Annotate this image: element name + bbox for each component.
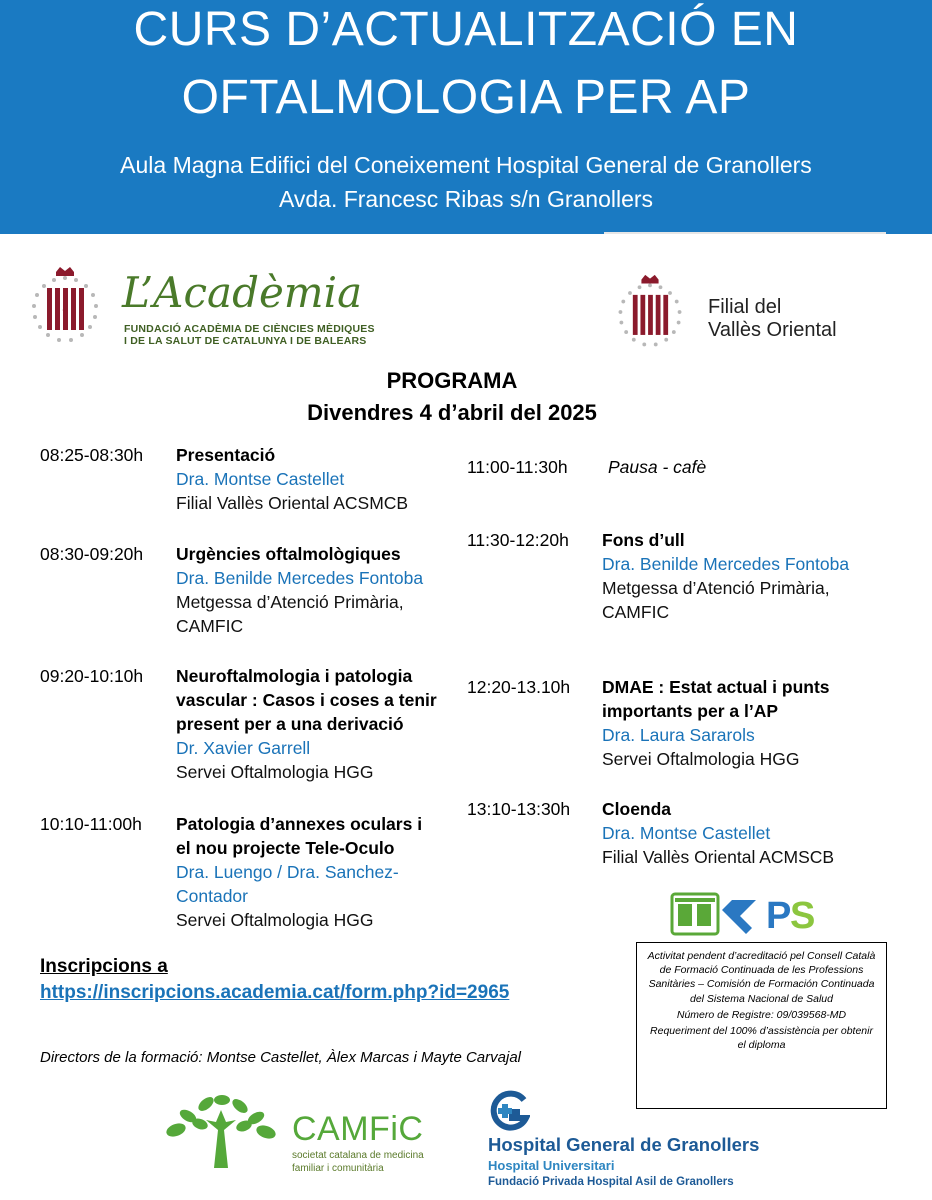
session-speaker: Dra. Benilde Mercedes Fontoba [602,554,850,574]
session-affiliation: Metgessa d’Atenció Primària, [176,592,404,612]
session-topic: present per a una derivació [176,714,404,734]
venue-line2: Avda. Francesc Ribas s/n Granollers [278,186,654,212]
session-topic: DMAE : Estat actual i punts [602,677,830,697]
session-time: 09:20-10:10h [40,666,144,686]
session-right-2 [467,528,907,624]
session-topic: Pausa - cafè [608,457,707,477]
session-left-2 [40,542,480,638]
session-topic: Cloenda [602,799,672,819]
session-topic: Fons d’ull [602,530,685,550]
venue-line1: Aula Magna Edifici del Coneixement Hospital General de Granollers [120,152,812,178]
session-topic: vascular : Casos i coses a tenir [176,690,437,710]
programa-date: Divendres 4 d’abril del 2025 [307,400,597,425]
session-left-3 [40,664,490,784]
filial-logo-line1: Filial del [708,296,782,318]
accreditation-registre: Número de Registre: 09/039568-MD [676,1008,847,1021]
session-speaker: Dra. Benilde Mercedes Fontoba [176,568,424,588]
programa-title: PROGRAMA [386,368,518,393]
course-title-line2: OFTALMOLOGIA PER AP [181,71,751,124]
session-topic: Urgències oftalmològiques [176,544,401,564]
session-affiliation: Filial Vallès Oriental ACMSCB [602,847,835,867]
session-speaker: Contador [176,886,248,906]
session-affiliation: Servei Oftalmologia HGG [602,749,800,769]
session-right-3 [467,675,907,771]
session-affiliation: Servei Oftalmologia HGG [176,762,374,782]
session-topic: Patologia d’annexes oculars i [176,814,423,834]
divider [604,232,886,234]
session-time: 11:30-12:20h [467,530,569,550]
session-time: 13:10-13:30h [467,799,571,819]
filial-logo-line2: Vallès Oriental [708,319,837,341]
session-topic: el nou projecte Tele-Oculo [176,838,395,858]
accreditation-box [636,942,887,1109]
camfic-logo-sub1: societat catalana de medicina [292,1150,424,1161]
header-banner [0,0,932,234]
session-affiliation: CAMFIC [176,616,244,636]
accreditation-requeriment: Requeriment del 100% d’assistència per obtenir el diploma [650,1025,873,1052]
session-time: 12:20-13.10h [467,677,571,697]
session-right-1 [467,455,907,479]
session-time: 08:30-09:20h [40,544,144,564]
session-speaker: Dra. Montse Castellet [176,469,345,489]
inscripcions-heading: Inscripcions a [40,956,168,977]
filial-seal-icon [600,272,700,354]
session-speaker: Dra. Laura Sararols [602,725,755,745]
camfic-logo-sub2: familiar i comunitària [292,1163,384,1174]
camfic-logo-name: CAMFiC [292,1110,424,1148]
ccfcps-logo-icon [670,890,820,938]
session-affiliation: Metgessa d’Atenció Primària, [602,578,830,598]
course-title-line1: CURS D’ACTUALITZACIÓ EN [133,3,799,56]
academia-logo-sub2: I DE LA SALUT DE CATALUNYA I DE BALEARS [124,335,367,347]
session-affiliation: CAMFIC [602,602,670,622]
session-affiliation: Servei Oftalmologia HGG [176,910,374,930]
session-left-4 [40,812,490,932]
session-time: 11:00-11:30h [467,457,568,477]
academia-logo-sub1: FUNDACIÓ ACADÈMIA DE CIÈNCIES MÈDIQUES [124,323,375,335]
accreditation-text: Activitat pendent d’acreditació pel Consell Català de Formació Continuada de les Professions Sanitàries – Comisión de Formación Continuada del Sistema Nacional de Salud [647,950,876,1005]
directors-text: Directors de la formació: Montse Castellet, Àlex Marcas i Mayte Carvajal [40,1049,521,1066]
hgg-logo-name: Hospital General de Granollers [488,1134,760,1155]
session-time: 08:25-08:30h [40,445,144,465]
session-speaker: Dra. Luengo / Dra. Sanchez- [176,862,399,882]
academia-seal-icon [22,264,108,350]
session-speaker: Dr. Xavier Garrell [176,738,311,758]
session-left-1 [40,443,470,515]
session-affiliation: Filial Vallès Oriental ACSMCB [176,493,409,513]
session-time: 10:10-11:00h [40,814,142,834]
session-topic: Presentació [176,445,276,465]
svg-text:P: P [766,895,792,937]
hgg-logo-univ: Hospital Universitari [488,1158,615,1173]
camfic-tree-icon [156,1090,286,1170]
session-right-4 [467,797,907,869]
svg-text:S: S [790,895,816,937]
session-speaker: Dra. Montse Castellet [602,823,771,843]
session-topic: Neuroftalmologia i patologia [176,666,413,686]
inscripcions-link[interactable]: https://inscripcions.academia.cat/form.php?id=2965 [40,982,510,1003]
hgg-logo-icon [488,1090,530,1132]
academia-logo-title: L’Acadèmia [122,268,363,317]
hgg-logo-fund: Fundació Privada Hospital Asil de Granollers [488,1176,734,1188]
session-topic: importants per a l’AP [602,701,779,721]
